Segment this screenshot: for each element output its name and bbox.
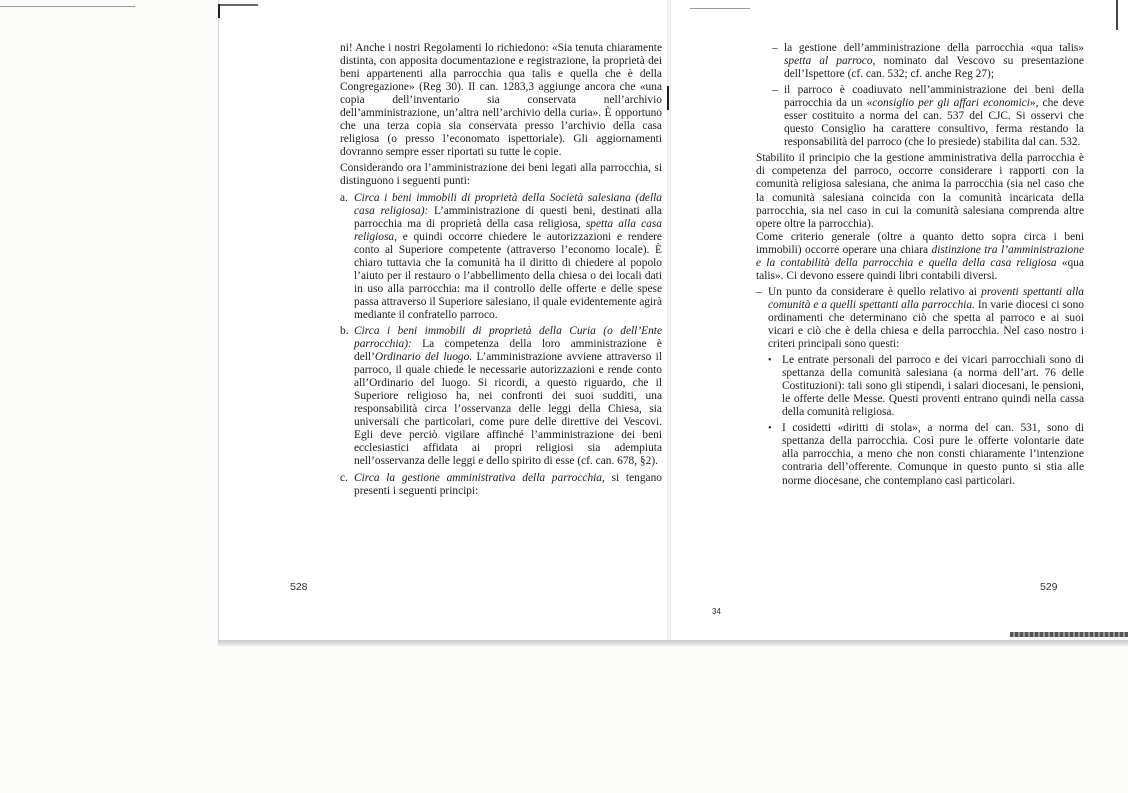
bullet-marker: • [768,355,772,367]
list-item [340,472,662,498]
text-run: Stabilito il principio che la gestione amministrativa della parrocchia è di competenza del parroco, occorre considerare i rapporti con la comunità religiosa salesiana, che anima la parrocchia (sia nel caso che la comunità salesiana coincida con la comunità incaricata della parrocchia, sia nel caso in cui la comunità salesiana comprenda altre opere oltre la parrocchia). [756,152,1084,230]
list-item-text [784,84,1084,149]
bullet-marker: • [768,423,772,435]
page-bottom-edge-dark [1010,632,1128,637]
text-run: In varie diocesi ci sono ordinamenti che determinano ciò che spetta al parroco e ai suoi vicari e ciò che è della chiesa e della parrocchia. Nel caso nostro i criteri principali sono questi: [768,298,1084,351]
page-number-left: 528 [290,581,308,593]
text-run: Un punto da considerare è quello relativo ai [768,285,982,298]
page-number-right: 529 [1040,581,1058,593]
text-run: nominato dal Vescovo su presentazione dell’Ispettore (cf. can. 532; cf. anche Reg 27); [784,55,1084,81]
list-item-text [354,472,662,498]
spine-mark [667,86,669,110]
text-run: Considerando ora l’amministrazione dei beni legati alla parrocchia, si distinguono i seguenti punti: [340,162,662,188]
scan-page-index: 34 [712,607,721,616]
list-marker: b. [340,324,349,337]
list-item [340,192,662,322]
list-item [768,422,1084,487]
italic-text: Circa i beni immobili di proprietà della Società salesiana (della casa religiosa): [354,191,662,217]
text-run: L’amministrazione avviene attraverso il parroco, il quale chiede le necessarie autorizzazioni e rende conto all’Ordinario del luogo. Si ricordi, a questo riguardo, che il Superiore religioso ha, nei confronti dei suoi sudditi, una responsabilità circa l’osservanza delle leggi della Chiesa, sia universali che particolari, come pure delle direttive dei Vescovi. Egli deve perciò vigilare affinché l’amministrazione dei beni ecclesiastici affidata ai propri religiosi sia adempiuta nell’osservanza delle leggi e dello spirito di esse (cf. can. 678, §2). [354,351,662,468]
list-item [768,354,1084,419]
italic-text: distinzione tra l’amministrazione e la contabilità della parrocchia e quella della casa religiosa [756,243,1085,269]
list-item-text [782,422,1084,487]
text-run: ni! Anche i nostri Regolamenti lo richiedono: «Sia tenuta chiaramente distinta, con apposita documentazione e registrazione, la proprietà dei beni appartenenti alla parrocchia qua talis e quella che è della Congregazione» (Reg 30). Il can. 1283,3 aggiunge ancora che «una copia dell’inventario sia conservata nell’archivio dell’amministrazione, un’altra nell’archivio della curia». È opportuno che una terza copia sia conservata presso l’archivio della casa religiosa (o presso l’economato ispettoriale). Gli aggiornamenti dovranno sempre esser riportati su tutte le copie. [340,42,662,159]
paragraph [340,162,662,188]
list-item-text [768,286,1084,351]
italic-text: Circa i beni immobili di proprietà della Curia (o dell’Ente parrocchia): [354,324,662,351]
list-marker: c. [340,471,348,484]
list-item-text [782,354,1084,419]
list-item [340,325,662,469]
list-marker: a. [340,191,348,204]
text-run: », che deve esser costituito a norma del can. 537 del CJC. Si osservi che questo Consiglio ha carattere consultivo, ferma restando la responsabilità del parroco (che lo presiede) stabilita dal can. 532. [784,97,1084,149]
text-run: Come criterio generale (oltre a quanto detto sopra circa i beni immobili) occorre operare una chiara [756,230,1084,256]
list-marker: – [756,285,762,298]
paragraph [340,42,662,159]
scan-edge-line [0,6,135,7]
list-item [772,42,1084,81]
text-run: si tengano presenti i seguenti principi: [354,471,662,497]
list-item [756,286,1084,351]
italic-text: spetta al parroco, [784,55,876,68]
text-run: Le entrate personali del parroco e dei vicari parrocchiali sono di spettanza della comunità salesiana (a norma dell’art. 76 delle Costituzioni): tali sono gli stipendi, i salari diocesani, le pensioni, le offerte delle Messe. Questi proventi entrano quindi nella cassa della comunità religiosa. [782,354,1084,419]
list-marker: – [772,84,778,97]
right-text-column [756,42,1084,491]
list-item-text [784,42,1084,81]
page-corner-mark [218,4,220,18]
list-item-text [354,192,662,322]
text-run: il parroco è coadiuvato nell’amministrazione dei beni della parrocchia da un « [784,84,1084,110]
scan-edge-line [690,8,750,9]
italic-text: spetta alla casa religiosa, [354,217,662,243]
italic-text: proventi spettanti alla comunità e a quelli spettanti alla parrocchia. [768,285,1085,311]
page-bottom-edge [218,640,1128,646]
text-run: e quindi occorre chiedere le autorizzazioni e rendere conto al Superiore competente (attraverso l’economo locale). È chiaro tuttavia che la comunità ha il diritto di chiedere al popolo l’aiuto per il restauro o l’abbellimento della chiesa o dei locali dati in uso alla parrocchia: ma il controllo delle offerte e delle spese passa attraverso il Superiore salesiano, il quale evidentemente agirà mediante il confratello parroco. [354,230,662,321]
paragraph [756,152,1084,230]
italic-text: Ordinario del luogo. [374,351,473,364]
italic-text: consiglio per gli affari economici [872,97,1030,110]
text-run: I cosidetti «diritti di stola», a norma del can. 531, sono di spettanza della parrocchia. Così pure le offerte volontarie date alla parrocchia, a meno che non consti chiaramente l’intenzione contraria dell’offerente. Comunque in questo punto si stia alle norme diocesane, che contemplano casi particolari. [782,422,1084,487]
italic-text: Circa la gestione amministrativa della parrocchia, [354,471,605,484]
page-corner-mark [218,4,258,6]
text-run: la gestione dell’amministrazione della parrocchia «qua talis» [784,42,1084,54]
text-run: L’amministrazione di questi beni, destinati alla parrocchia ma di proprietà della casa religiosa, [354,204,662,230]
paragraph [756,231,1084,283]
text-run: La competenza della loro amministrazione è dell’ [354,338,662,364]
scan-edge-mark [1116,0,1118,30]
list-marker: – [772,42,778,54]
left-text-column [340,42,662,501]
text-run: «qua talis». Ci devono essere quindi libri contabili diversi. [756,256,1084,282]
list-item [772,84,1084,149]
list-item-text [354,325,662,469]
